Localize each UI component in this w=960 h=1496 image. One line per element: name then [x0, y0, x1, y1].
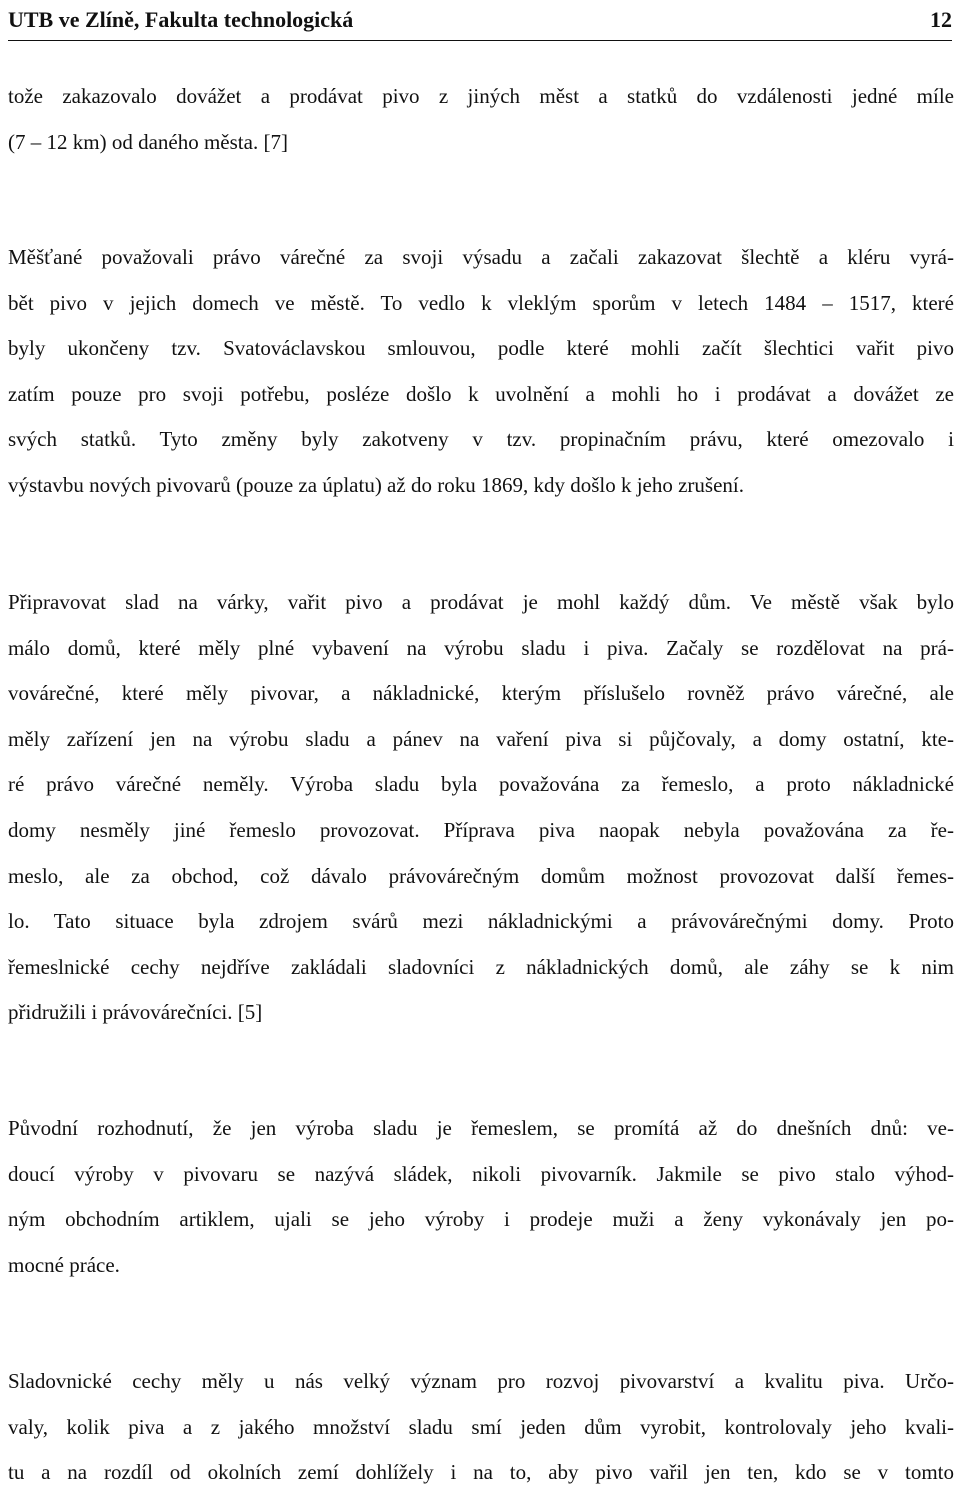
paragraph-line: Připravovat slad na várky, vařit pivo a prodávat je mohl každý dům. Ve městě však bylo	[8, 590, 954, 614]
paragraph-line: zatím pouze pro svoji potřebu, posléze došlo k uvolnění a mohli ho i prodávat a dovážet ze	[8, 381, 954, 406]
paragraph-line: tu a na rozdíl od okolních zemí dohlížely i na to, aby pivo vařil jen ten, kdo se v tomto	[8, 1460, 954, 1485]
paragraph-line: domy nesměly jiné řemeslo provozovat. Příprava piva naopak nebyla považována za ře-	[8, 817, 954, 842]
paragraph-line: vovárečné, které měly pivovar, a nákladnické, kterým příslušelo rovněž právo várečné, ale	[8, 681, 954, 706]
paragraph-line: Měšťané považovali právo várečné za svoji výsadu a začali zakazovat šlechtě a kléru vyrá-	[8, 245, 954, 269]
paragraph-4	[8, 1106, 954, 1288]
paragraph-line: svých statků. Tyto změny byly zakotveny v tzv. propinačním právu, které omezovalo i	[8, 427, 954, 452]
paragraph-line: byly ukončeny tzv. Svatováclavskou smlouvou, podle které mohli začít šlechtici vařit pivo	[8, 336, 954, 361]
page-number: 12	[930, 7, 952, 32]
paragraph-line: přidružili i právovárečníci. [5]	[8, 1000, 263, 1025]
paragraph-3	[8, 580, 954, 1036]
paragraph-line: měly zařízení jen na výrobu sladu a pánev na vaření piva si půjčovaly, a domy ostatní, kte-	[8, 726, 954, 751]
paragraph-line: málo domů, které měly plné vybavení na výrobu sladu i piva. Začaly se rozdělovat na prá-	[8, 635, 954, 660]
paragraph-line: meslo, ale za obchod, což dávalo právovárečným domům možnost provozovat další řemes-	[8, 863, 954, 888]
paragraph-line: ré právo várečné neměly. Výroba sladu byla považována za řemeslo, a proto nákladnické	[8, 772, 954, 797]
paragraph-line: bět pivo v jejich domech ve městě. To vedlo k vleklým sporům v letech 1484 – 1517, které	[8, 290, 954, 315]
paragraph-line: Původní rozhodnutí, že jen výroba sladu je řemeslem, se promítá až do dnešních dnů: ve-	[8, 1116, 954, 1140]
paragraph-5	[8, 1359, 954, 1496]
page-header	[8, 0, 952, 41]
paragraph-line: lo. Tato situace byla zdrojem svárů mezi nákladnickými a právovárečnými domy. Proto	[8, 909, 954, 934]
paragraph-line: valy, kolik piva a z jakého množství sladu smí jeden dům vyrobit, kontrolovaly jeho kvali-	[8, 1414, 954, 1439]
paragraph-line: výstavbu nových pivovarů (pouze za úplatu) až do roku 1869, kdy došlo k jeho zrušení.	[8, 472, 744, 497]
paragraph-line: Sladovnické cechy měly u nás velký význam pro rozvoj pivovarství a kvalitu piva. Určo-	[8, 1369, 954, 1393]
paragraph-line: (7 – 12 km) od daného města. [7]	[8, 129, 288, 154]
paragraph-2	[8, 235, 954, 509]
paragraph-line: ným obchodním artiklem, ujali se jeho výroby i prodeje muži a ženy vykonávaly jen po-	[8, 1207, 954, 1232]
paragraph-line: mocné práce.	[8, 1252, 120, 1277]
paragraph-line: řemeslnické cechy nejdříve zakládali sladovníci z nákladnických domů, ale záhy se k nim	[8, 954, 954, 979]
paragraph-line: doucí výroby v pivovaru se nazývá sládek, nikoli pivovarník. Jakmile se pivo stalo výhod-	[8, 1161, 954, 1186]
paragraph-1	[8, 74, 954, 165]
header-title: UTB ve Zlíně, Fakulta technologická	[8, 7, 354, 32]
paragraph-line: tože zakazovalo dovážet a prodávat pivo z jiných měst a statků do vzdálenosti jedné míle	[8, 84, 954, 108]
